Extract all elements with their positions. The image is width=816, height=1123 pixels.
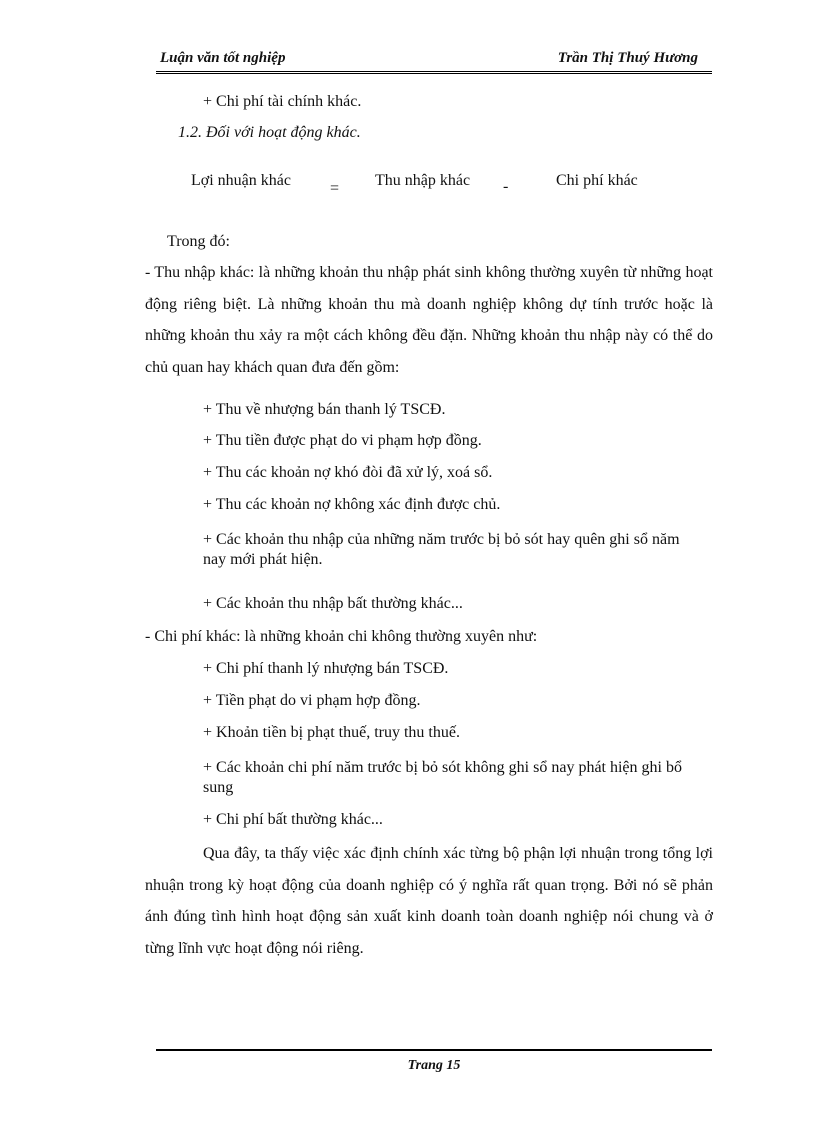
conclusion-paragraph: Qua đây, ta thấy việc xác định chính xác từng bộ phận lợi nhuận trong tổng lợi nhuận trong kỳ hoạt động của doanh nghiệp có ý nghĩa rất quan trọng. Bởi nó sẽ phản ánh đúng tình hình hoạt động sản xuất kinh doanh toàn doanh nghiệp nói chung và ở từng lĩnh vực hoạt động nói riêng. <box>145 845 713 957</box>
list-item: + Các khoản thu nhập của những năm trước bị bỏ sót hay quên ghi sổ năm nay mới phát hiện. <box>203 531 680 568</box>
list-item: + Thu các khoản nợ khó đòi đã xử lý, xoá sổ. <box>203 464 493 481</box>
equation-lhs: Lợi nhuận khác <box>191 172 291 189</box>
page-number: Trang 15 <box>407 1058 461 1073</box>
list-item: + Thu về nhượng bán thanh lý TSCĐ. <box>203 401 446 418</box>
list-item: + Khoản tiền bị phạt thuế, truy thu thuế. <box>203 724 460 741</box>
list-item: + Các khoản chi phí năm trước bị bỏ sót không ghi sổ nay phát hiện ghi bổ sung <box>203 759 682 796</box>
expense-intro: - Chi phí khác: là những khoản chi không thường xuyên như: <box>145 628 538 645</box>
page-header-right: Trần Thị Thuý Hương <box>557 50 698 66</box>
list-item: + Chi phí bất thường khác... <box>203 811 383 828</box>
list-item: + Tiền phạt do vi phạm hợp đồng. <box>203 692 421 709</box>
equation-rhs: Chi phí khác <box>556 172 638 189</box>
list-item: + Thu các khoản nợ không xác định được chủ. <box>203 496 501 513</box>
text-line: Trong đó: <box>167 233 230 250</box>
section-heading: 1.2. Đối với hoạt động khác. <box>178 124 361 141</box>
list-item: + Chi phí thanh lý nhượng bán TSCĐ. <box>203 660 449 677</box>
income-paragraph: - Thu nhập khác: là những khoản thu nhập phát sinh không thường xuyên từ những hoạt động riêng biệt. Là những khoản thu mà doanh nghiệp không dự tính trước hoặc là những khoản thu xảy ra một cách không đều đặn. Những khoản thu nhập này có thể do chủ quan hay khách quan đưa đến gồm: <box>145 264 713 376</box>
page-header-left: Luận văn tốt nghiệp <box>160 50 286 66</box>
equation-middle: Thu nhập khác <box>375 172 471 189</box>
list-item: + Thu tiền được phạt do vi phạm hợp đồng. <box>203 432 482 449</box>
list-item: + Các khoản thu nhập bất thường khác... <box>203 595 463 612</box>
text-line: + Chi phí tài chính khác. <box>203 93 362 110</box>
header-rule <box>156 71 712 74</box>
equation-minus: - <box>503 178 509 195</box>
equation-equals: = <box>330 180 340 197</box>
footer-rule <box>156 1049 712 1051</box>
